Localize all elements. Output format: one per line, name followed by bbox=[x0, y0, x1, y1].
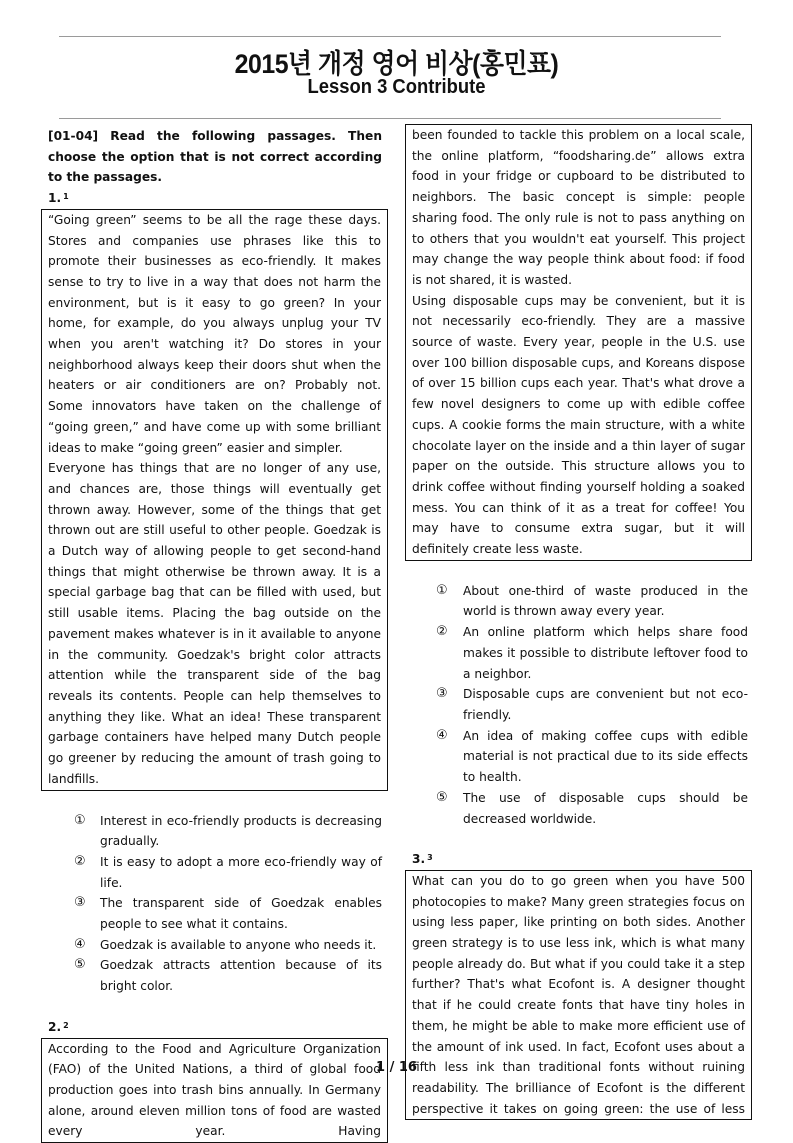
lesson-subtitle: Lesson 3 Contribute bbox=[307, 76, 486, 98]
answer-option-3[interactable] bbox=[405, 684, 752, 725]
circled-1-icon: ① bbox=[74, 812, 86, 828]
circled-4-icon: ④ bbox=[74, 936, 86, 952]
question-number-label: 2. bbox=[48, 1019, 62, 1034]
answer-option-5[interactable] bbox=[41, 955, 388, 996]
question-1-options bbox=[41, 811, 388, 997]
right-column bbox=[405, 124, 752, 1120]
option-text: Goedzak is available to anyone who needs it. bbox=[100, 937, 377, 952]
option-text: Goedzak attracts attention because of its bright color. bbox=[100, 958, 382, 994]
answer-option-1[interactable] bbox=[41, 811, 388, 852]
question-number-label: 3. bbox=[412, 852, 426, 867]
answer-option-2[interactable] bbox=[41, 852, 388, 893]
question-number-label: 1. bbox=[48, 191, 62, 206]
circled-5-icon: ⑤ bbox=[436, 789, 448, 805]
circled-2-icon: ② bbox=[74, 853, 86, 869]
left-column bbox=[41, 126, 388, 1143]
question-2-passage-box-part2 bbox=[405, 124, 752, 561]
question-3-passage-box bbox=[405, 870, 752, 1120]
passage-paragraph: What can you do to go green when you have 500 photocopies to make? Many green strategies focus on using less paper, like printing on both sides. Another green strategy is to use less ink, which is what many people already do. But what if you could take it a step further? That's what Ecofont is. A designer thought that if he could create fonts that have tiny holes in them, he might be able to make more efficient use of the amount of ink used. In fact, Ecofont uses about a fifth less ink than traditional fonts without ruining readability. The brilliance of Ecofont is the different perspective it takes on going green: the use of less bbox=[412, 873, 745, 1116]
passage-paragraph: been founded to tackle this problem on a local scale, the online platform, “foodsharing.de” allows extra food in your fridge or cupboard to be distributed to neighbors. The basic concept is simple: people sharing food. The only rule is not to pass anything on to others that you wouldn't eat yourself. This project may change the way people think about food: if food is not shared, it is wasted. bbox=[412, 128, 745, 287]
header-top-rule bbox=[59, 36, 721, 37]
question-2-passage-box-part1 bbox=[41, 1038, 388, 1143]
footnote-marker: 1 bbox=[63, 192, 69, 202]
page-indicator: 1 / 16 bbox=[376, 1060, 417, 1075]
option-text: An idea of making coffee cups with edible material is not practical due to its side effects to health. bbox=[463, 728, 748, 785]
answer-option-1[interactable] bbox=[405, 581, 752, 622]
answer-option-4[interactable] bbox=[41, 935, 388, 956]
answer-option-4[interactable] bbox=[405, 726, 752, 788]
answer-option-3[interactable] bbox=[41, 893, 388, 934]
option-text: Interest in eco-friendly products is decreasing gradually. bbox=[100, 813, 382, 849]
circled-5-icon: ⑤ bbox=[74, 957, 86, 973]
passage-paragraph: Using disposable cups may be convenient, but it is not necessarily eco-friendly. They are a massive source of waste. Every year, people in the U.S. use over 100 billion disposable cups, and Koreans dispose of over 15 billion cups each year. That's what drove a few novel designers to come up with edible coffee cups. A cookie forms the main structure, with a white chocolate layer on the inside and a thin layer of sugar paper on the outside. This structure allows you to drink coffee without finding yourself holding a soaked mess. You can think of it as a treat for coffee! You may have to consume extra sugar, but it will definitely create less waste. bbox=[412, 293, 745, 557]
passage-paragraph: “Going green” seems to be all the rage these days. Stores and companies use phrases like this to promote their businesses as eco-friendly. It makes sense to try to live in a way that does not harm the environment, but is it easy to go green? In your home, for example, do you always unplug your TV when you aren't watching it? Do stores in your neighborhood always keep their doors shut when the heaters or air conditioners are on? Probably not. Some innovators have taken on the challenge of “going green,” and have come up with some brilliant ideas to make “going green” easier and simpler. bbox=[48, 212, 381, 455]
passage-paragraph: Everyone has things that are no longer of any use, and chances are, those things will eventually get thrown away. However, some of the things that get thrown out are still useful to other people. Goedzak is a Dutch way of allowing people to get second-hand things that might otherwise be thrown away. It is a special garbage bag that can be filled with used, but still usable items. Placing the bag outside on the pavement makes whatever is in it available to anyone in the community. Goedzak's bright color attracts attention while the transparent side of the bag reveals its contents. People can help themselves to anything they like. What an idea! These transparent garbage containers have helped many Dutch people go greener by reducing the amount of trash going to landfills. bbox=[48, 461, 381, 786]
option-text: The use of disposable cups should be decreased worldwide. bbox=[463, 790, 748, 826]
option-text: An online platform which helps share food makes it possible to distribute leftover food to a neighbor. bbox=[463, 625, 748, 681]
footnote-marker: 2 bbox=[63, 1020, 69, 1030]
section-instructions: [01-04] Read the following passages. Then choose the option that is not correct according to the passages. bbox=[48, 129, 382, 185]
circled-3-icon: ③ bbox=[436, 686, 448, 702]
circled-2-icon: ② bbox=[436, 624, 448, 640]
header-bottom-rule bbox=[59, 118, 721, 119]
circled-1-icon: ① bbox=[436, 582, 448, 598]
circled-3-icon: ③ bbox=[74, 895, 86, 911]
question-1-passage-box bbox=[41, 209, 388, 791]
option-text: It is easy to adopt a more eco-friendly way of life. bbox=[100, 854, 382, 890]
circled-4-icon: ④ bbox=[436, 727, 448, 743]
answer-option-2[interactable] bbox=[405, 622, 752, 684]
option-text: About one-third of waste produced in the world is thrown away every year. bbox=[463, 583, 748, 619]
question-1-number bbox=[41, 188, 388, 209]
question-3-number bbox=[405, 849, 752, 870]
page-title: 2015년 개정 영어 비상(홍민표) bbox=[234, 49, 559, 79]
question-2-number bbox=[41, 1017, 388, 1038]
footnote-marker: 3 bbox=[427, 853, 433, 863]
option-text: The transparent side of Goedzak enables people to see what it contains. bbox=[100, 896, 382, 932]
question-2-options bbox=[405, 581, 752, 829]
option-text: Disposable cups are convenient but not eco-friendly. bbox=[463, 687, 748, 722]
passage-paragraph: According to the Food and Agriculture Organization (FAO) of the United Nations, a third of global food production goes into trash bins annually. In Germany alone, around eleven million tons of food are wasted every year. Having bbox=[48, 1041, 381, 1139]
answer-option-5[interactable] bbox=[405, 788, 752, 829]
